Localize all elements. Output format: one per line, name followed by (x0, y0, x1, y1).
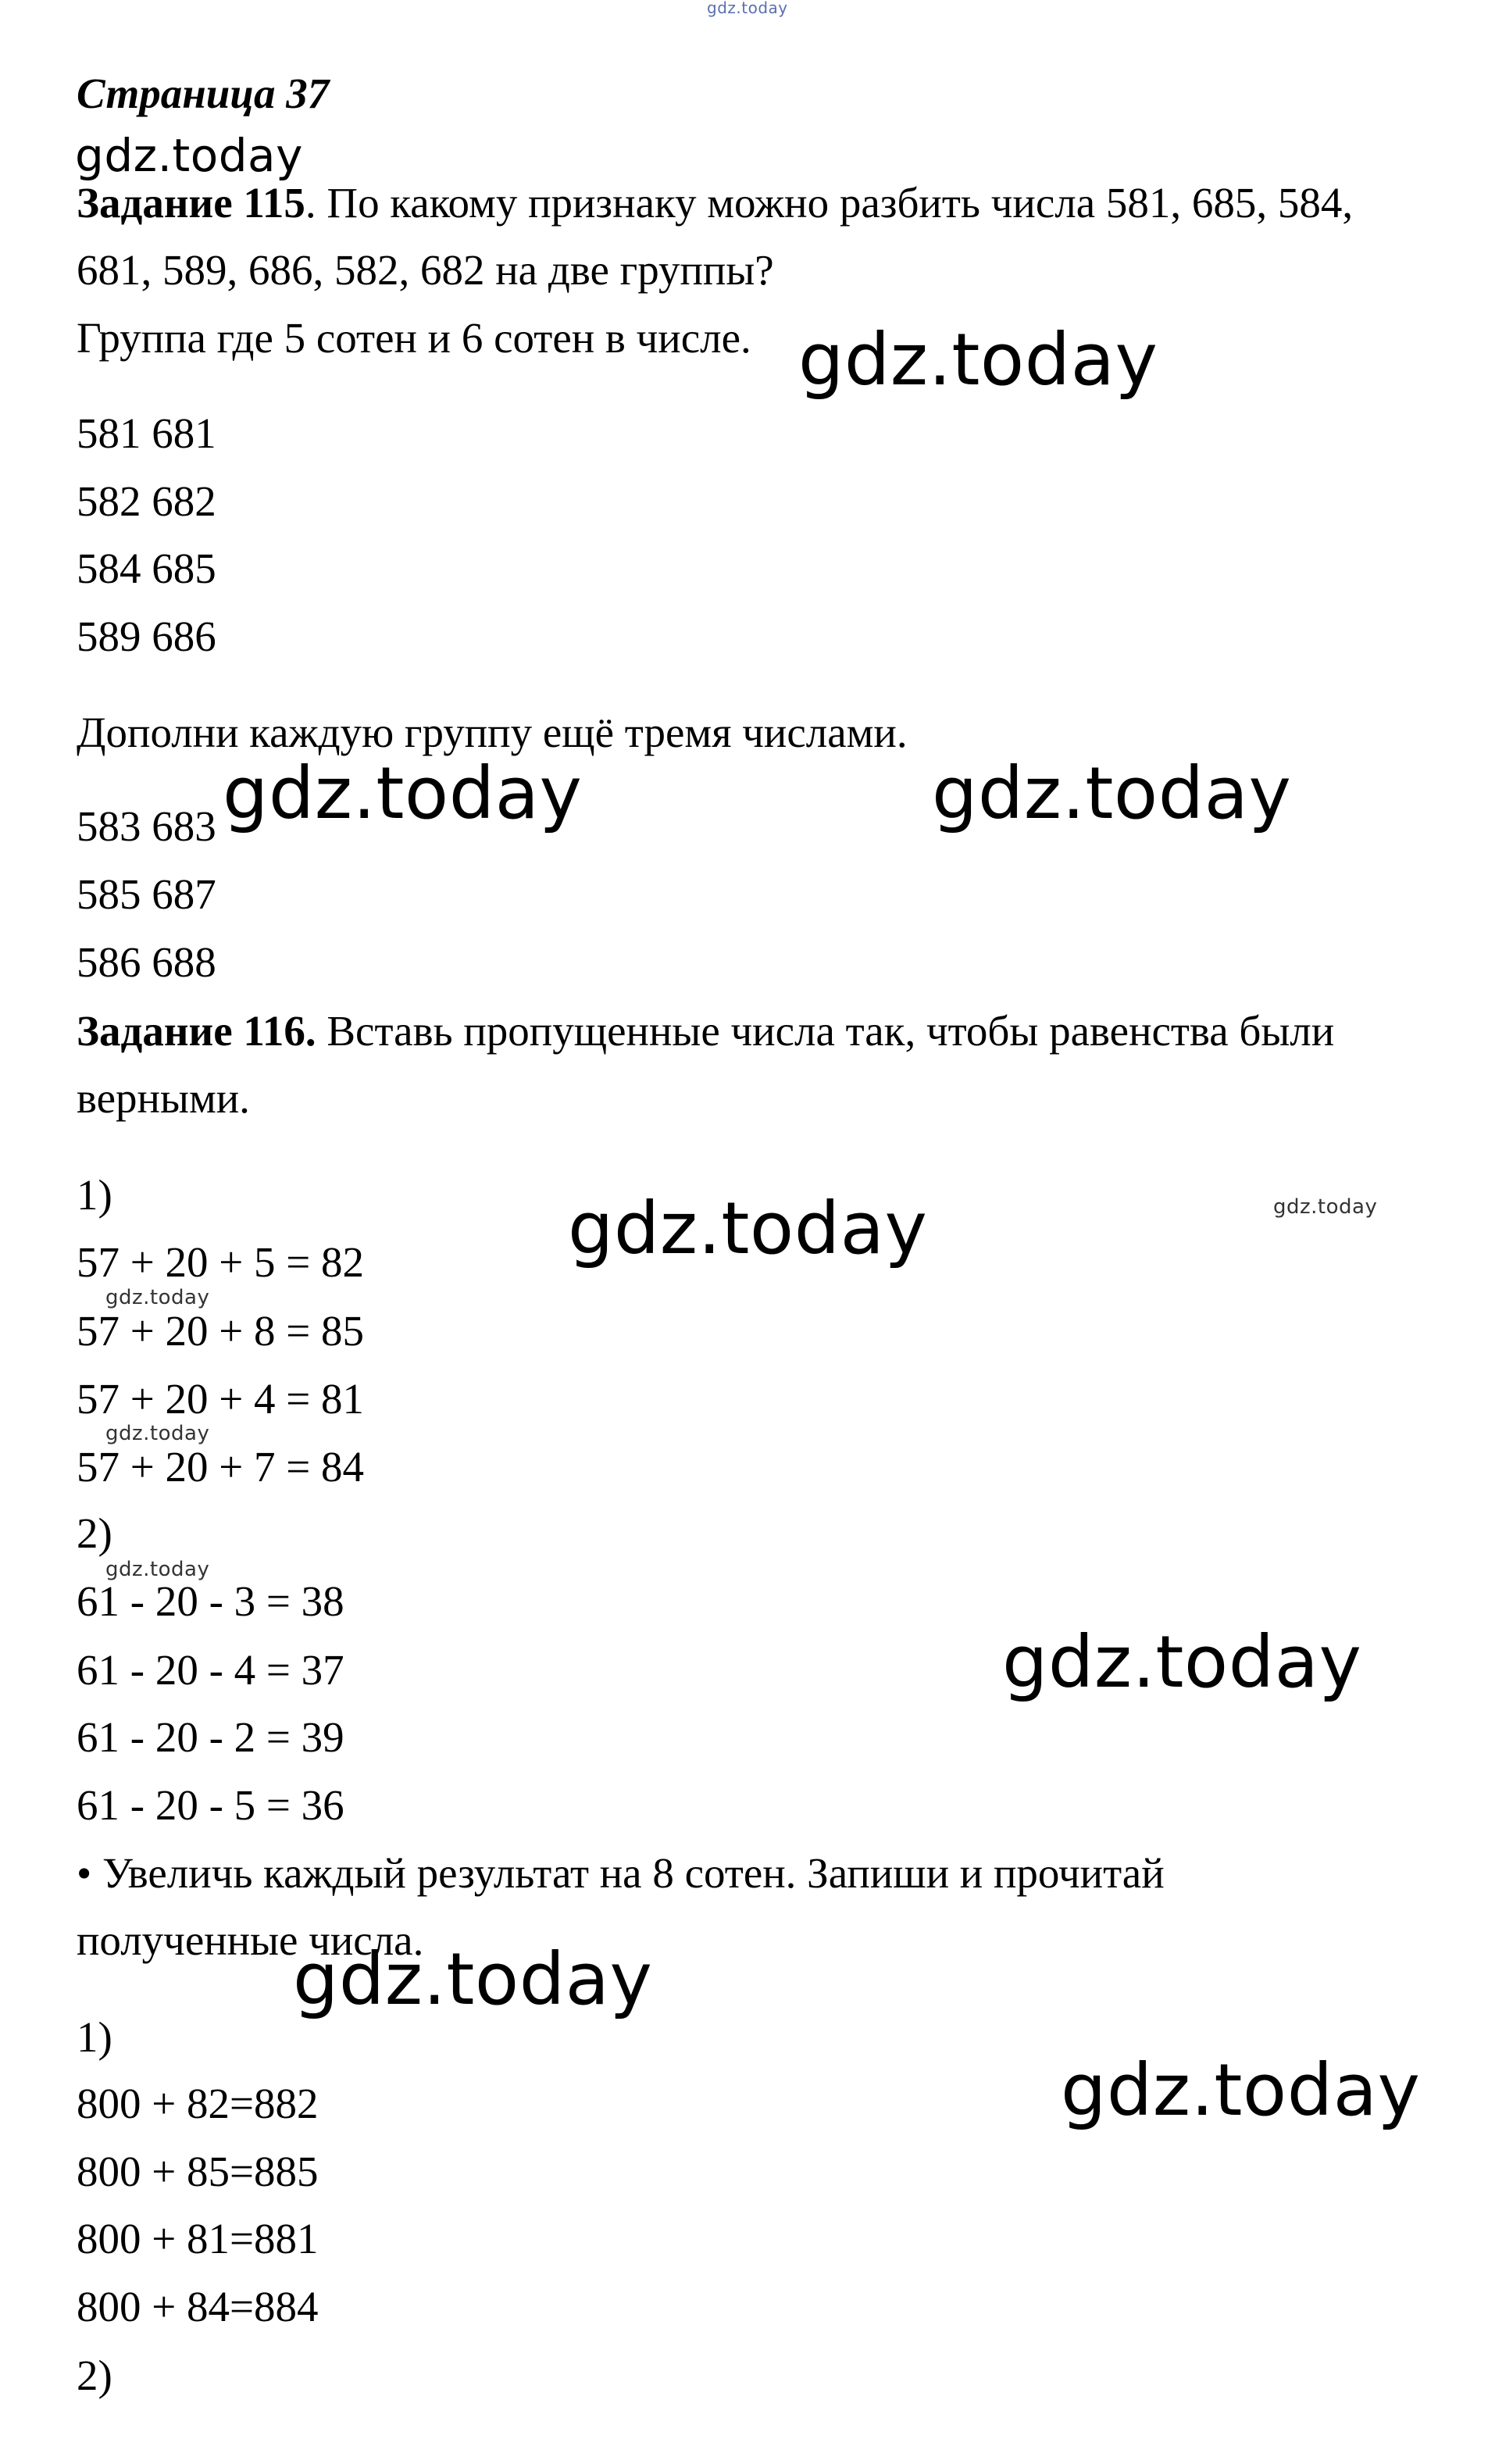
task115-question-line2: 681, 589, 686, 582, 682 на две группы? (77, 246, 774, 294)
task116-equation: 61 - 20 - 4 = 37 (77, 1646, 344, 1694)
watermark-3: gdz.today (932, 752, 1292, 835)
task115-group-row: 581 681 (77, 409, 216, 457)
task115-group-row: 584 685 (77, 545, 216, 592)
watermark-top: gdz.today (707, 0, 788, 17)
task115-question-line1 (77, 179, 1354, 227)
task116-part2-label: 2) (77, 1509, 112, 1557)
task116-equation: 61 - 20 - 5 = 36 (77, 1781, 344, 1829)
task116-bonus-part2-label: 2) (77, 2352, 112, 2399)
watermark-6: gdz.today (293, 1937, 653, 2021)
task116-equation: 57 + 20 + 8 = 85 (77, 1307, 365, 1355)
task115-group-row: 589 686 (77, 612, 216, 660)
watermark-1: gdz.today (798, 318, 1158, 402)
task115-answer: Группа где 5 сотен и 6 сотен в числе. (77, 314, 751, 362)
task116-equation: 57 + 20 + 5 = 82 (77, 1238, 365, 1286)
watermark-small-4: gdz.today (105, 1558, 210, 1581)
task115-extend-prompt: Дополни каждую группу ещё тремя числами. (77, 709, 908, 756)
watermark-4: gdz.today (568, 1187, 928, 1270)
task116-bonus-equation: 800 + 84=884 (77, 2283, 319, 2330)
task116-part1-label: 1) (77, 1171, 112, 1219)
watermark-under-title: gdz.today (75, 129, 303, 182)
watermark-small-3: gdz.today (105, 1422, 210, 1445)
watermark-7: gdz.today (1061, 2048, 1421, 2132)
task116-bonus-equation: 800 + 85=885 (77, 2148, 319, 2195)
watermark-5: gdz.today (1002, 1620, 1362, 1704)
task116-bonus-line2: полученные числа. (77, 1916, 424, 1964)
task116-question-line2: верными. (77, 1074, 250, 1122)
page-title: Страница 37 (77, 70, 330, 117)
watermark-small-2: gdz.today (105, 1286, 210, 1309)
task116-equation: 61 - 20 - 2 = 39 (77, 1713, 344, 1761)
task116-bonus-equation: 800 + 81=881 (77, 2215, 319, 2262)
task115-label: Задание 115 (77, 179, 305, 227)
task115-extended-row: 585 687 (77, 870, 216, 918)
watermark-2: gdz.today (223, 752, 583, 835)
task116-equation: 61 - 20 - 3 = 38 (77, 1577, 344, 1625)
task116-equation: 57 + 20 + 7 = 84 (77, 1443, 365, 1491)
task116-question-line1 (77, 1007, 1335, 1055)
task115-extended-row: 583 683 (77, 802, 216, 850)
watermark-small-1: gdz.today (1273, 1195, 1378, 1219)
task115-group-row: 582 682 (77, 477, 216, 525)
task116-label: Задание 116. (77, 1007, 316, 1055)
task115-question-text: . По какому признаку можно разбить числа 581, 685, 584, (305, 179, 1354, 227)
task116-question-text: Вставь пропущенные числа так, чтобы равенства были (316, 1007, 1335, 1055)
task116-equation: 57 + 20 + 4 = 81 (77, 1375, 365, 1423)
task116-bonus-part1-label: 1) (77, 2013, 112, 2061)
task116-bonus-equation: 800 + 82=882 (77, 2080, 319, 2127)
task115-extended-row: 586 688 (77, 938, 216, 986)
task116-bonus-line1: • Увеличь каждый результат на 8 сотен. Запиши и прочитай (77, 1849, 1165, 1897)
